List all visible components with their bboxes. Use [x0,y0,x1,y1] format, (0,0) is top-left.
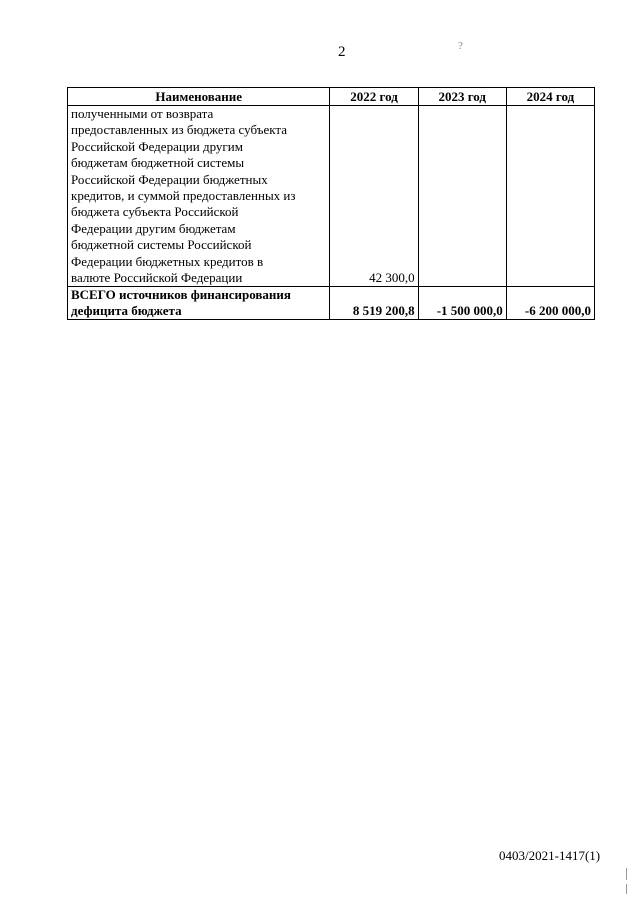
header-2022: 2022 год [330,88,418,106]
scan-edge-line [626,884,627,894]
stray-mark: ? [458,40,463,52]
budget-sources-table [67,87,595,320]
row-value-2024 [506,106,594,287]
row-value-2022: 42 300,0 [330,106,418,287]
total-value-2024: -6 200 000,0 [506,287,594,320]
page-number: 2 [338,44,346,60]
header-2023: 2023 год [418,88,506,106]
table-header-row [68,88,595,106]
scan-edge-line [626,868,627,880]
row-value-2023 [418,106,506,287]
document-code: 0403/2021-1417(1) [499,848,601,863]
table-row [68,106,595,287]
table-row-total [68,287,595,320]
total-value-2023: -1 500 000,0 [418,287,506,320]
total-value-2022: 8 519 200,8 [330,287,418,320]
row-name: полученными от возврата предоставленных из бюджета субъекта Российской Федерации другим бюджетам бюджетной системы Российской Федерации бюджетных кредитов, и суммой предоставленных из бюджета субъекта Российской Федерации другим бюджетам бюджетной системы Российской Федерации бюджетных кредитов в валюте Российской Федерации [68,106,330,287]
header-name: Наименование [68,88,330,106]
total-name: ВСЕГО источников финансирования дефицита бюджета [68,287,330,320]
header-2024: 2024 год [506,88,594,106]
